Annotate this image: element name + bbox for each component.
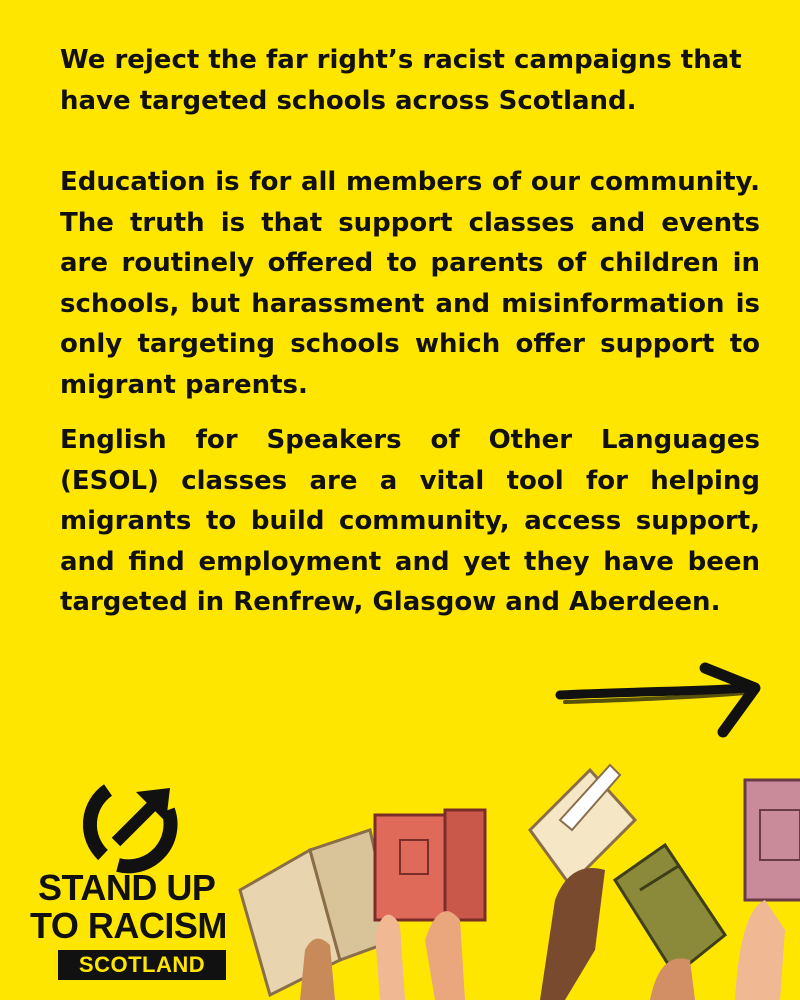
stand-up-to-racism-logo-icon	[78, 770, 188, 880]
book-red	[375, 810, 485, 920]
paragraph-education: Education is for all members of our community. The truth is that support classes and events are routinely offered to parents of children in schools, but harassment and misinformation is only targeting schools which offer support to migrant parents.	[60, 167, 760, 400]
logo-text-line1: STAND UP	[38, 867, 216, 908]
paragraph-intro: We reject the far right’s racist campaigns that have targeted schools across Scotland.	[60, 45, 742, 116]
paragraph-esol: English for Speakers of Other Languages (ESOL) classes are a vital tool for helping migrants to build community, access support, and find employment and yet they have been targeted in Renfrew, Glasgow and Aberdeen.	[60, 425, 760, 617]
logo-badge-scotland: SCOTLAND	[58, 950, 226, 980]
swipe-arrow-icon[interactable]	[555, 660, 770, 740]
book-open-cream	[530, 765, 635, 885]
book-olive	[615, 845, 725, 975]
book-pink	[745, 780, 800, 900]
logo-text-line2: TO RACISM	[30, 905, 227, 946]
raised-hands-books-illustration	[220, 750, 800, 1000]
